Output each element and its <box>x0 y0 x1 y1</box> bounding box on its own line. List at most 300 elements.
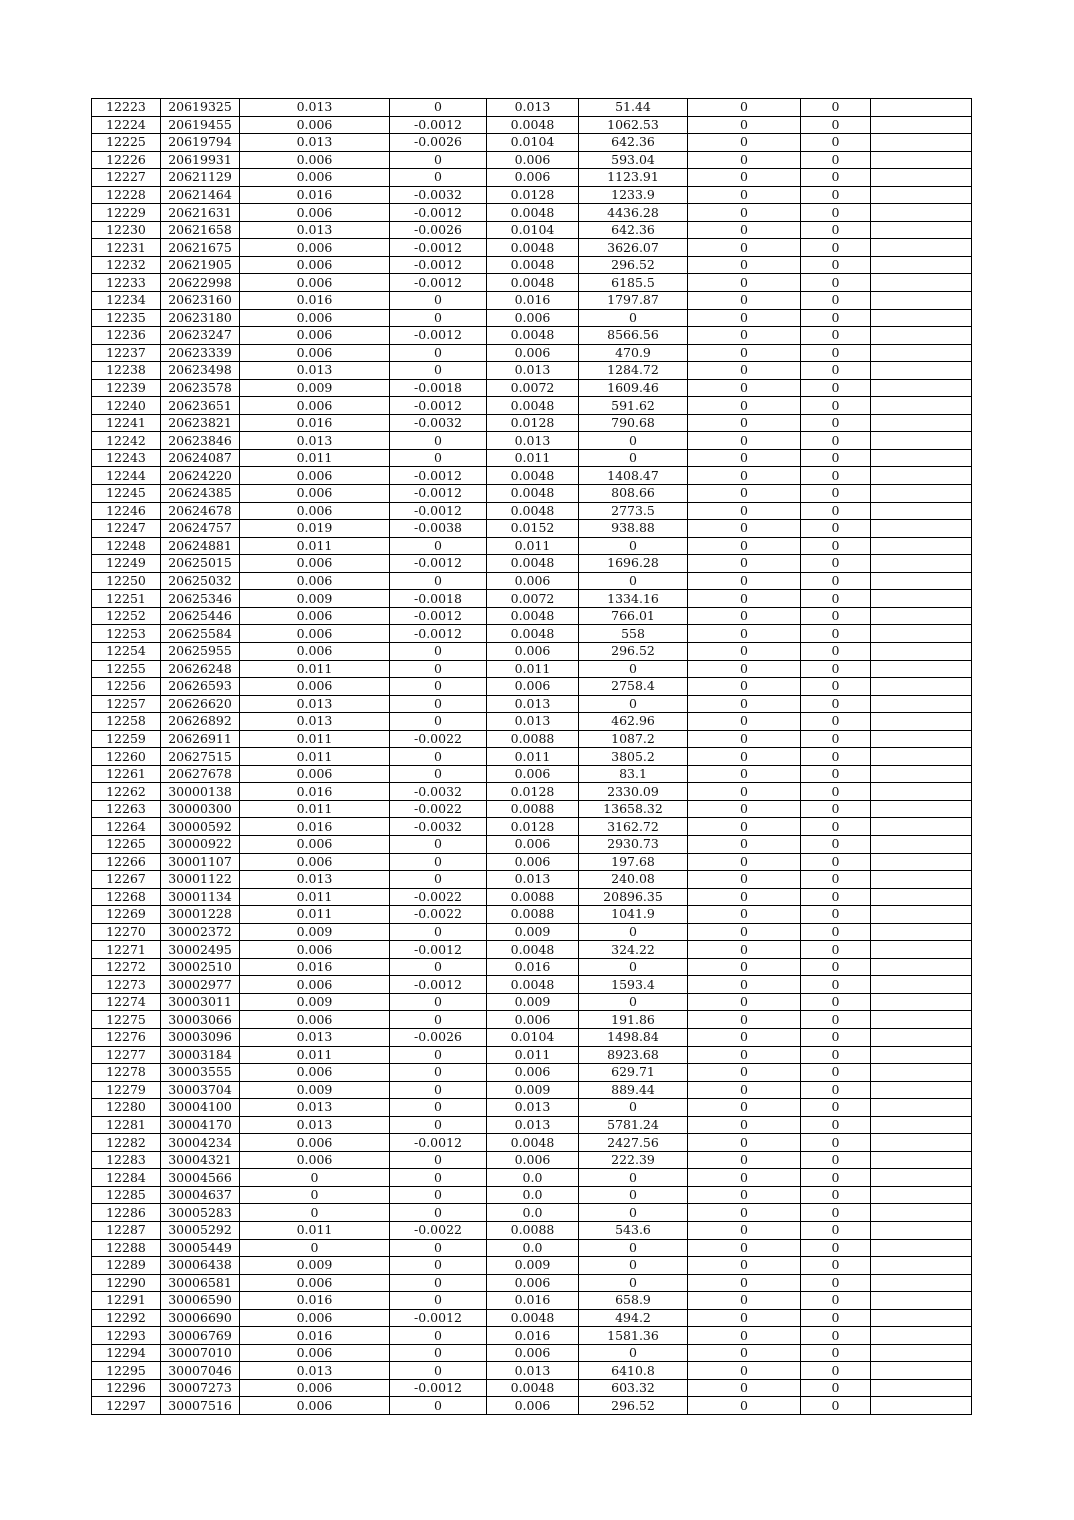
cell-row-index: 12231 <box>92 239 161 257</box>
cell-blank <box>871 678 972 696</box>
cell-amount: 1408.47 <box>579 467 688 485</box>
cell-adjustment: -0.0012 <box>390 467 487 485</box>
cell-blank <box>871 1011 972 1029</box>
cell-value-b: 0.0048 <box>487 941 579 959</box>
cell-flag-1: 0 <box>688 327 801 345</box>
cell-blank <box>871 783 972 801</box>
cell-value-a: 0.006 <box>240 239 390 257</box>
cell-amount: 20896.35 <box>579 888 688 906</box>
cell-value-a: 0.013 <box>240 1028 390 1046</box>
cell-value-a: 0.006 <box>240 309 390 327</box>
cell-row-index: 12274 <box>92 993 161 1011</box>
cell-flag-2: 0 <box>801 151 871 169</box>
cell-blank <box>871 239 972 257</box>
cell-value-a: 0.006 <box>240 1011 390 1029</box>
cell-amount: 0 <box>579 449 688 467</box>
cell-value-a: 0.013 <box>240 362 390 380</box>
cell-value-a: 0.019 <box>240 520 390 538</box>
cell-adjustment: -0.0032 <box>390 414 487 432</box>
cell-flag-2: 0 <box>801 713 871 731</box>
cell-row-index: 12251 <box>92 590 161 608</box>
cell-value-b: 0.0 <box>487 1239 579 1257</box>
cell-flag-2: 0 <box>801 1064 871 1082</box>
cell-blank <box>871 590 972 608</box>
cell-flag-2: 0 <box>801 818 871 836</box>
cell-record-id: 30004234 <box>161 1134 240 1152</box>
cell-value-a: 0.013 <box>240 221 390 239</box>
cell-blank <box>871 1274 972 1292</box>
cell-flag-1: 0 <box>688 783 801 801</box>
cell-flag-1: 0 <box>688 1099 801 1117</box>
cell-amount: 470.9 <box>579 344 688 362</box>
cell-flag-1: 0 <box>688 678 801 696</box>
cell-amount: 0 <box>579 1274 688 1292</box>
cell-value-b: 0.011 <box>487 1046 579 1064</box>
cell-value-a: 0.009 <box>240 1257 390 1275</box>
table-row <box>92 625 972 643</box>
cell-record-id: 30003096 <box>161 1028 240 1046</box>
cell-flag-2: 0 <box>801 1292 871 1310</box>
cell-row-index: 12266 <box>92 853 161 871</box>
cell-value-a: 0.011 <box>240 660 390 678</box>
cell-blank <box>871 853 972 871</box>
cell-value-b: 0.006 <box>487 1397 579 1415</box>
cell-blank <box>871 642 972 660</box>
cell-blank <box>871 520 972 538</box>
cell-row-index: 12295 <box>92 1362 161 1380</box>
cell-adjustment: -0.0018 <box>390 379 487 397</box>
cell-value-a: 0.006 <box>240 642 390 660</box>
cell-flag-1: 0 <box>688 292 801 310</box>
cell-amount: 4436.28 <box>579 204 688 222</box>
cell-row-index: 12248 <box>92 537 161 555</box>
cell-flag-1: 0 <box>688 99 801 117</box>
cell-flag-1: 0 <box>688 572 801 590</box>
table-row <box>92 309 972 327</box>
cell-flag-2: 0 <box>801 660 871 678</box>
cell-amount: 197.68 <box>579 853 688 871</box>
cell-value-b: 0.0048 <box>487 976 579 994</box>
cell-value-b: 0.006 <box>487 572 579 590</box>
cell-flag-2: 0 <box>801 941 871 959</box>
cell-blank <box>871 432 972 450</box>
cell-adjustment: 0 <box>390 362 487 380</box>
cell-flag-2: 0 <box>801 432 871 450</box>
cell-value-a: 0.009 <box>240 379 390 397</box>
cell-value-b: 0.011 <box>487 660 579 678</box>
cell-flag-2: 0 <box>801 1151 871 1169</box>
cell-amount: 938.88 <box>579 520 688 538</box>
cell-amount: 790.68 <box>579 414 688 432</box>
table-row <box>92 1011 972 1029</box>
cell-blank <box>871 1134 972 1152</box>
cell-amount: 1123.91 <box>579 169 688 187</box>
cell-adjustment: 0 <box>390 660 487 678</box>
cell-blank <box>871 835 972 853</box>
table-row <box>92 1327 972 1345</box>
cell-record-id: 30005292 <box>161 1222 240 1240</box>
cell-row-index: 12267 <box>92 871 161 889</box>
cell-value-b: 0.0048 <box>487 485 579 503</box>
cell-record-id: 20626892 <box>161 713 240 731</box>
cell-flag-2: 0 <box>801 1099 871 1117</box>
cell-value-a: 0.016 <box>240 186 390 204</box>
cell-blank <box>871 730 972 748</box>
cell-flag-1: 0 <box>688 449 801 467</box>
cell-flag-2: 0 <box>801 1011 871 1029</box>
cell-adjustment: 0 <box>390 923 487 941</box>
cell-amount: 642.36 <box>579 134 688 152</box>
cell-adjustment: -0.0032 <box>390 818 487 836</box>
cell-row-index: 12235 <box>92 309 161 327</box>
cell-amount: 1593.4 <box>579 976 688 994</box>
cell-flag-2: 0 <box>801 1116 871 1134</box>
cell-record-id: 30002510 <box>161 958 240 976</box>
cell-amount: 543.6 <box>579 1222 688 1240</box>
cell-record-id: 30001122 <box>161 871 240 889</box>
cell-amount: 2758.4 <box>579 678 688 696</box>
cell-adjustment: 0 <box>390 1204 487 1222</box>
cell-adjustment: 0 <box>390 1327 487 1345</box>
cell-record-id: 20623578 <box>161 379 240 397</box>
cell-record-id: 20626911 <box>161 730 240 748</box>
cell-record-id: 20619794 <box>161 134 240 152</box>
table-row <box>92 1274 972 1292</box>
table-row <box>92 1222 972 1240</box>
cell-blank <box>871 976 972 994</box>
cell-adjustment: 0 <box>390 695 487 713</box>
cell-blank <box>871 906 972 924</box>
cell-blank <box>871 537 972 555</box>
cell-flag-2: 0 <box>801 239 871 257</box>
cell-value-b: 0.0088 <box>487 730 579 748</box>
cell-row-index: 12229 <box>92 204 161 222</box>
cell-blank <box>871 818 972 836</box>
cell-flag-2: 0 <box>801 888 871 906</box>
cell-row-index: 12239 <box>92 379 161 397</box>
cell-value-a: 0.006 <box>240 344 390 362</box>
cell-row-index: 12241 <box>92 414 161 432</box>
cell-flag-1: 0 <box>688 1257 801 1275</box>
cell-value-a: 0.006 <box>240 116 390 134</box>
cell-amount: 2330.09 <box>579 783 688 801</box>
cell-blank <box>871 309 972 327</box>
cell-value-a: 0 <box>240 1186 390 1204</box>
cell-row-index: 12269 <box>92 906 161 924</box>
cell-record-id: 20623846 <box>161 432 240 450</box>
cell-adjustment: -0.0012 <box>390 485 487 503</box>
cell-row-index: 12238 <box>92 362 161 380</box>
cell-value-b: 0.0128 <box>487 414 579 432</box>
cell-adjustment: 0 <box>390 1081 487 1099</box>
cell-value-a: 0.011 <box>240 906 390 924</box>
cell-adjustment: 0 <box>390 169 487 187</box>
cell-adjustment: 0 <box>390 537 487 555</box>
cell-flag-2: 0 <box>801 169 871 187</box>
cell-flag-1: 0 <box>688 748 801 766</box>
cell-amount: 8923.68 <box>579 1046 688 1064</box>
cell-blank <box>871 344 972 362</box>
cell-value-b: 0.0048 <box>487 327 579 345</box>
cell-flag-2: 0 <box>801 134 871 152</box>
cell-adjustment: -0.0012 <box>390 625 487 643</box>
cell-value-a: 0.006 <box>240 274 390 292</box>
cell-value-a: 0.006 <box>240 941 390 959</box>
cell-value-b: 0.013 <box>487 713 579 731</box>
cell-blank <box>871 327 972 345</box>
cell-row-index: 12287 <box>92 1222 161 1240</box>
cell-adjustment: -0.0012 <box>390 976 487 994</box>
cell-adjustment: -0.0018 <box>390 590 487 608</box>
table-row <box>92 537 972 555</box>
cell-value-b: 0.013 <box>487 1116 579 1134</box>
cell-record-id: 20625346 <box>161 590 240 608</box>
cell-flag-2: 0 <box>801 1309 871 1327</box>
cell-value-b: 0.006 <box>487 309 579 327</box>
cell-amount: 6185.5 <box>579 274 688 292</box>
cell-value-a: 0.016 <box>240 1292 390 1310</box>
cell-value-a: 0.006 <box>240 853 390 871</box>
cell-record-id: 20623339 <box>161 344 240 362</box>
cell-amount: 0 <box>579 432 688 450</box>
cell-blank <box>871 414 972 432</box>
cell-flag-1: 0 <box>688 537 801 555</box>
table-row <box>92 449 972 467</box>
cell-flag-1: 0 <box>688 186 801 204</box>
cell-blank <box>871 502 972 520</box>
cell-flag-2: 0 <box>801 221 871 239</box>
cell-value-b: 0.0048 <box>487 397 579 415</box>
cell-record-id: 30002495 <box>161 941 240 959</box>
cell-value-a: 0.013 <box>240 695 390 713</box>
cell-record-id: 30006438 <box>161 1257 240 1275</box>
cell-flag-1: 0 <box>688 520 801 538</box>
cell-value-a: 0.013 <box>240 1116 390 1134</box>
cell-amount: 324.22 <box>579 941 688 959</box>
cell-value-b: 0.006 <box>487 835 579 853</box>
cell-row-index: 12265 <box>92 835 161 853</box>
cell-blank <box>871 362 972 380</box>
cell-adjustment: 0 <box>390 344 487 362</box>
cell-row-index: 12264 <box>92 818 161 836</box>
cell-adjustment: -0.0012 <box>390 1134 487 1152</box>
table-row <box>92 485 972 503</box>
cell-blank <box>871 256 972 274</box>
cell-adjustment: -0.0012 <box>390 274 487 292</box>
cell-blank <box>871 958 972 976</box>
cell-amount: 51.44 <box>579 99 688 117</box>
cell-flag-2: 0 <box>801 642 871 660</box>
cell-value-b: 0.0048 <box>487 502 579 520</box>
cell-flag-1: 0 <box>688 344 801 362</box>
cell-value-a: 0.011 <box>240 1046 390 1064</box>
cell-row-index: 12237 <box>92 344 161 362</box>
cell-value-b: 0.016 <box>487 958 579 976</box>
cell-flag-1: 0 <box>688 1274 801 1292</box>
cell-flag-1: 0 <box>688 1222 801 1240</box>
cell-value-b: 0.006 <box>487 1011 579 1029</box>
cell-value-b: 0.006 <box>487 344 579 362</box>
table-row <box>92 467 972 485</box>
cell-flag-1: 0 <box>688 941 801 959</box>
cell-flag-2: 0 <box>801 1379 871 1397</box>
cell-amount: 1696.28 <box>579 555 688 573</box>
cell-flag-2: 0 <box>801 467 871 485</box>
cell-adjustment: 0 <box>390 292 487 310</box>
cell-row-index: 12289 <box>92 1257 161 1275</box>
cell-blank <box>871 1204 972 1222</box>
cell-value-a: 0.013 <box>240 1099 390 1117</box>
cell-row-index: 12261 <box>92 765 161 783</box>
cell-value-a: 0.006 <box>240 607 390 625</box>
table-row <box>92 607 972 625</box>
cell-amount: 296.52 <box>579 1397 688 1415</box>
cell-blank <box>871 1046 972 1064</box>
cell-record-id: 20622998 <box>161 274 240 292</box>
cell-flag-1: 0 <box>688 379 801 397</box>
cell-flag-1: 0 <box>688 467 801 485</box>
table-row <box>92 590 972 608</box>
cell-flag-2: 0 <box>801 274 871 292</box>
cell-value-b: 0.0072 <box>487 590 579 608</box>
cell-value-a: 0.006 <box>240 397 390 415</box>
cell-flag-1: 0 <box>688 502 801 520</box>
cell-value-a: 0.011 <box>240 537 390 555</box>
cell-record-id: 30003184 <box>161 1046 240 1064</box>
cell-blank <box>871 800 972 818</box>
cell-record-id: 30001134 <box>161 888 240 906</box>
table-row <box>92 906 972 924</box>
cell-flag-1: 0 <box>688 362 801 380</box>
cell-value-a: 0.006 <box>240 572 390 590</box>
cell-value-a: 0.006 <box>240 256 390 274</box>
table-row <box>92 274 972 292</box>
table-row <box>92 1309 972 1327</box>
cell-flag-2: 0 <box>801 625 871 643</box>
cell-amount: 0 <box>579 993 688 1011</box>
cell-flag-2: 0 <box>801 765 871 783</box>
cell-record-id: 30004100 <box>161 1099 240 1117</box>
cell-row-index: 12270 <box>92 923 161 941</box>
cell-row-index: 12288 <box>92 1239 161 1257</box>
cell-flag-1: 0 <box>688 555 801 573</box>
cell-record-id: 20624757 <box>161 520 240 538</box>
cell-flag-1: 0 <box>688 958 801 976</box>
cell-record-id: 30006690 <box>161 1309 240 1327</box>
table-row <box>92 520 972 538</box>
cell-flag-1: 0 <box>688 1151 801 1169</box>
cell-row-index: 12226 <box>92 151 161 169</box>
cell-amount: 1797.87 <box>579 292 688 310</box>
table-row <box>92 362 972 380</box>
cell-amount: 0 <box>579 572 688 590</box>
cell-flag-2: 0 <box>801 1397 871 1415</box>
cell-flag-1: 0 <box>688 1046 801 1064</box>
cell-flag-2: 0 <box>801 99 871 117</box>
cell-value-b: 0.016 <box>487 1327 579 1345</box>
cell-amount: 296.52 <box>579 642 688 660</box>
cell-adjustment: -0.0012 <box>390 607 487 625</box>
cell-value-a: 0 <box>240 1204 390 1222</box>
cell-row-index: 12283 <box>92 1151 161 1169</box>
cell-record-id: 20623160 <box>161 292 240 310</box>
cell-flag-2: 0 <box>801 1362 871 1380</box>
cell-amount: 1233.9 <box>579 186 688 204</box>
cell-value-b: 0.006 <box>487 642 579 660</box>
cell-value-b: 0.0048 <box>487 625 579 643</box>
cell-adjustment: 0 <box>390 713 487 731</box>
table-row <box>92 1292 972 1310</box>
cell-value-a: 0.016 <box>240 1327 390 1345</box>
table-row <box>92 748 972 766</box>
table-row <box>92 765 972 783</box>
cell-flag-1: 0 <box>688 151 801 169</box>
cell-adjustment: 0 <box>390 1292 487 1310</box>
cell-row-index: 12255 <box>92 660 161 678</box>
cell-value-b: 0.0048 <box>487 116 579 134</box>
cell-value-a: 0.013 <box>240 871 390 889</box>
cell-value-a: 0.006 <box>240 625 390 643</box>
cell-flag-1: 0 <box>688 1169 801 1187</box>
cell-value-b: 0.016 <box>487 292 579 310</box>
cell-blank <box>871 713 972 731</box>
cell-adjustment: -0.0012 <box>390 1379 487 1397</box>
table-row <box>92 572 972 590</box>
cell-blank <box>871 572 972 590</box>
cell-row-index: 12279 <box>92 1081 161 1099</box>
cell-value-a: 0.011 <box>240 800 390 818</box>
cell-value-b: 0.016 <box>487 1292 579 1310</box>
cell-value-b: 0.006 <box>487 1344 579 1362</box>
table-row <box>92 221 972 239</box>
cell-row-index: 12280 <box>92 1099 161 1117</box>
cell-adjustment: 0 <box>390 1116 487 1134</box>
cell-row-index: 12291 <box>92 1292 161 1310</box>
cell-adjustment: 0 <box>390 99 487 117</box>
cell-flag-2: 0 <box>801 397 871 415</box>
cell-row-index: 12245 <box>92 485 161 503</box>
cell-flag-2: 0 <box>801 414 871 432</box>
table-row <box>92 1397 972 1415</box>
cell-value-b: 0.0128 <box>487 783 579 801</box>
cell-amount: 0 <box>579 1257 688 1275</box>
cell-amount: 1041.9 <box>579 906 688 924</box>
cell-row-index: 12293 <box>92 1327 161 1345</box>
cell-value-b: 0.013 <box>487 1362 579 1380</box>
cell-value-b: 0.006 <box>487 678 579 696</box>
cell-blank <box>871 1151 972 1169</box>
cell-value-b: 0.0128 <box>487 818 579 836</box>
cell-flag-2: 0 <box>801 853 871 871</box>
cell-blank <box>871 1186 972 1204</box>
table-row <box>92 344 972 362</box>
cell-value-a: 0.006 <box>240 169 390 187</box>
cell-flag-1: 0 <box>688 835 801 853</box>
cell-record-id: 20627678 <box>161 765 240 783</box>
cell-row-index: 12234 <box>92 292 161 310</box>
cell-record-id: 20625015 <box>161 555 240 573</box>
cell-blank <box>871 993 972 1011</box>
cell-row-index: 12223 <box>92 99 161 117</box>
cell-flag-2: 0 <box>801 116 871 134</box>
cell-row-index: 12230 <box>92 221 161 239</box>
cell-value-b: 0.009 <box>487 1257 579 1275</box>
cell-blank <box>871 1169 972 1187</box>
cell-flag-1: 0 <box>688 1327 801 1345</box>
cell-amount: 0 <box>579 923 688 941</box>
cell-value-a: 0.006 <box>240 1397 390 1415</box>
cell-value-b: 0.0128 <box>487 186 579 204</box>
